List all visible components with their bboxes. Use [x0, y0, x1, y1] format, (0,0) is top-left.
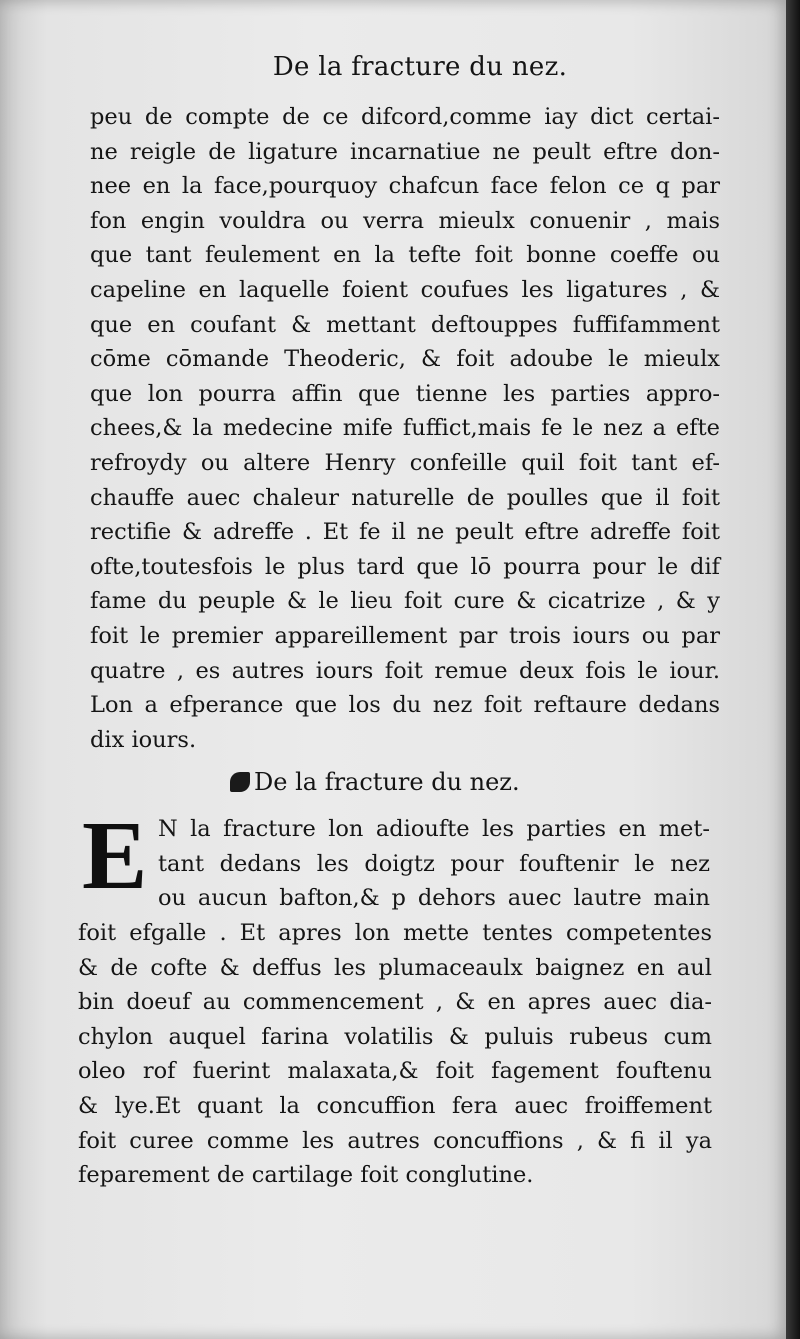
text-line: dix iours. [90, 726, 197, 753]
text-line: que en coufant & mettant deftouppes fuffifamment [90, 311, 720, 338]
running-head: De la fracture du nez. [272, 52, 568, 82]
text-line: & de cofte & deffus les plumaceaulx baignez en aul [78, 954, 712, 981]
section-heading [230, 768, 520, 796]
text-line: chauffe auec chaleur naturelle de poulles que il foit [90, 484, 720, 511]
text-line: que tant feulement en la tefte foit bonne coeffe ou [90, 242, 720, 269]
text-line: & lye.Et quant la concuffion fera auec froiffement [78, 1092, 712, 1119]
section1-paragraph [90, 100, 720, 757]
text-line: ofte,toutesfois le plus tard que lō pourra pour le dif [90, 553, 720, 580]
text-line: fame du peuple & le lieu foit cure & cicatrize , & y [90, 588, 720, 615]
book-edge [786, 0, 800, 1339]
section2-paragraph [78, 916, 712, 1193]
section2-indented-lines [158, 812, 710, 916]
text-line: refroydy ou altere Henry confeille quil foit tant ef- [90, 449, 720, 476]
drop-initial: E [82, 802, 148, 910]
text-line: fon engin vouldra ou verra mieulx conuenir , mais [90, 207, 720, 234]
text-line: que lon pourra affin que tienne les parties appro- [90, 380, 720, 407]
text-line: rectifie & adreffe . Et fe il ne peult eftre adreffe foit [90, 519, 720, 546]
text-line: feparement de cartilage foit conglutine. [78, 1162, 534, 1189]
section-heading-text: De la fracture du nez. [254, 768, 520, 796]
text-line: oleo rof fuerint malaxata,& foit fagement fouftenu [78, 1058, 712, 1085]
text-line: quatre , es autres iours foit remue deux fois le iour. [90, 657, 720, 684]
text-line: foit efgalle . Et apres lon mette tentes competentes [78, 920, 712, 946]
pilcrow-icon [230, 772, 250, 792]
text-line: ou aucun bafton,& p dehors auec lautre main [158, 885, 710, 912]
text-line: bin doeuf au commencement , & en apres auec dia- [78, 989, 712, 1016]
text-line: foit le premier appareillement par trois iours ou par [90, 622, 720, 649]
text-line: Lon a efperance que los du nez foit reftaure dedans [90, 692, 720, 719]
text-line: N la fracture lon adioufte les parties en met- [158, 816, 710, 842]
text-line: nee en la face,pourquoy chafcun face felon ce q par [90, 173, 720, 200]
text-line: foit curee comme les autres concuffions , & fi il ya [78, 1127, 712, 1154]
text-line: tant dedans les doigtz pour fouftenir le nez [158, 850, 710, 877]
text-line: chylon auquel farina volatilis & puluis rubeus cum [78, 1023, 712, 1050]
text-line: cōme cōmande Theoderic, & foit adoube le mieulx [90, 346, 720, 373]
text-line: chees,& la medecine mife fuffict,mais fe le nez a efte [90, 415, 720, 442]
text-line: capeline en laquelle foient coufues les ligatures , & [90, 276, 720, 303]
text-line: peu de compte de ce difcord,comme iay dict certai- [90, 104, 720, 130]
text-line: ne reigle de ligature incarnatiue ne peult eftre don- [90, 138, 720, 165]
